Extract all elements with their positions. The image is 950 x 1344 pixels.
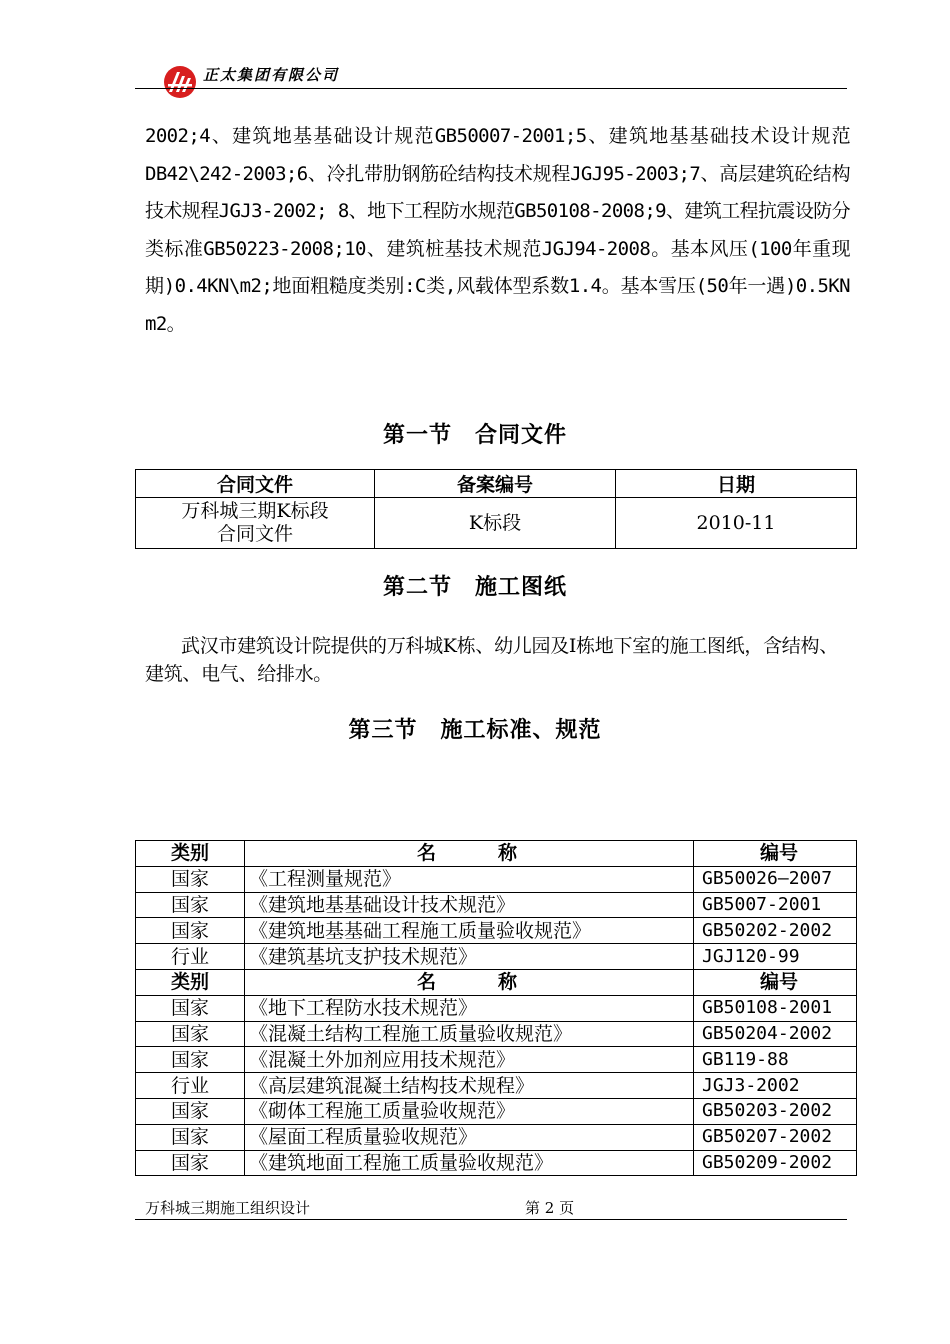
table-row — [136, 1073, 857, 1099]
name-cell: 《混凝土外加剂应用技术规范》 — [245, 1047, 694, 1073]
category-cell: 行业 — [136, 1073, 245, 1099]
code-cell: GB50203-2002 — [694, 1098, 857, 1124]
name-cell: 名 称 — [245, 969, 694, 995]
code-cell: 编号 — [694, 969, 857, 995]
contract-doc-line2: 合同文件 — [216, 523, 293, 545]
footer-rule — [135, 1219, 847, 1220]
category-cell: 国家 — [136, 1098, 245, 1124]
company-logo-icon — [160, 64, 200, 100]
company-name: 正太集团有限公司 — [203, 66, 340, 84]
name-cell: 《砌体工程施工质量验收规范》 — [245, 1098, 694, 1124]
category-cell: 国家 — [136, 892, 245, 918]
category-cell: 国家 — [136, 1124, 245, 1150]
name-cell: 《工程测量规范》 — [245, 866, 694, 892]
table-row — [136, 1047, 857, 1073]
code-cell: GB50209-2002 — [694, 1150, 857, 1176]
name-cell: 《混凝土结构工程施工质量验收规范》 — [245, 1021, 694, 1047]
table-header-row — [136, 969, 857, 995]
name-cell: 《建筑基坑支护技术规范》 — [245, 944, 694, 970]
section1-title: 第一节 合同文件 — [382, 423, 567, 448]
name-cell: 名 称 — [245, 841, 694, 867]
code-cell: GB50202-2002 — [694, 918, 857, 944]
col-header: 日期 — [616, 470, 857, 498]
code-cell: JGJ3-2002 — [694, 1073, 857, 1099]
section2-title: 第二节 施工图纸 — [382, 575, 567, 600]
col-header: 合同文件 — [136, 470, 375, 498]
table-row — [136, 866, 857, 892]
code-cell: 编号 — [694, 841, 857, 867]
contract-doc-cell — [136, 498, 375, 549]
table-row — [136, 892, 857, 918]
category-cell: 类别 — [136, 841, 245, 867]
category-cell: 国家 — [136, 1150, 245, 1176]
name-cell: 《地下工程防水技术规范》 — [245, 995, 694, 1021]
code-cell: GB50026—2007 — [694, 866, 857, 892]
section3-title: 第三节 施工标准、规范 — [348, 718, 602, 743]
table-row — [136, 1150, 857, 1176]
name-cell: 《屋面工程质量验收规范》 — [245, 1124, 694, 1150]
date-cell: 2010-11 — [616, 498, 857, 549]
page-number: 第 2 页 — [525, 1199, 575, 1217]
name-cell: 《高层建筑混凝土结构技术规程》 — [245, 1073, 694, 1099]
table-row — [136, 995, 857, 1021]
category-cell: 行业 — [136, 944, 245, 970]
category-cell: 国家 — [136, 1047, 245, 1073]
code-cell: GB5007-2001 — [694, 892, 857, 918]
code-cell: GB50207-2002 — [694, 1124, 857, 1150]
page-header — [135, 60, 847, 92]
table-row — [136, 1098, 857, 1124]
category-cell: 国家 — [136, 918, 245, 944]
category-cell: 国家 — [136, 995, 245, 1021]
standards-table — [135, 840, 857, 1176]
category-cell: 类别 — [136, 969, 245, 995]
code-cell: JGJ120-99 — [694, 944, 857, 970]
contract-doc-line1: 万科城三期K标段 — [181, 500, 329, 522]
record-no-cell: K标段 — [375, 498, 616, 549]
table-row — [136, 918, 857, 944]
name-cell: 《建筑地基基础设计技术规范》 — [245, 892, 694, 918]
name-cell: 《建筑地面工程施工质量验收规范》 — [245, 1150, 694, 1176]
code-cell: GB119-88 — [694, 1047, 857, 1073]
footer-doc-title: 万科城三期施工组织设计 — [145, 1199, 311, 1217]
category-cell: 国家 — [136, 1021, 245, 1047]
category-cell: 国家 — [136, 866, 245, 892]
col-header: 备案编号 — [375, 470, 616, 498]
name-cell: 《建筑地基基础工程施工质量验收规范》 — [245, 918, 694, 944]
contract-table — [135, 469, 857, 549]
drawings-paragraph: 武汉市建筑设计院提供的万科城K栋、幼儿园及I栋地下室的施工图纸，含结构、建筑、电气、给排水。 — [145, 635, 838, 685]
header-rule — [135, 88, 847, 89]
code-cell: GB50204-2002 — [694, 1021, 857, 1047]
code-cell: GB50108-2001 — [694, 995, 857, 1021]
intro-paragraph: 2002;4、建筑地基基础设计规范GB50007-2001;5、建筑地基基础技术设计规范DB42\242-2003;6、冷扎带肋钢筋砼结构技术规程JGJ95-2003;7、高层建筑砼结构技术规程JGJ3-2002; 8、地下工程防水规范GB50108-2008;9、建筑工程抗震设防分类标准GB50223-2008;10、建筑桩基技术规范JGJ94-2008。基本风压(100年重现期)0.4KN\m2;地面粗糙度类别:C类,风载体型系数1.4。基本雪压(50年一遇)0.5KN m2。 — [145, 125, 851, 335]
table-row — [136, 944, 857, 970]
table-row — [136, 498, 857, 549]
table-row — [136, 1124, 857, 1150]
table-header-row — [136, 470, 857, 498]
table-row — [136, 1021, 857, 1047]
table-header-row — [136, 841, 857, 867]
